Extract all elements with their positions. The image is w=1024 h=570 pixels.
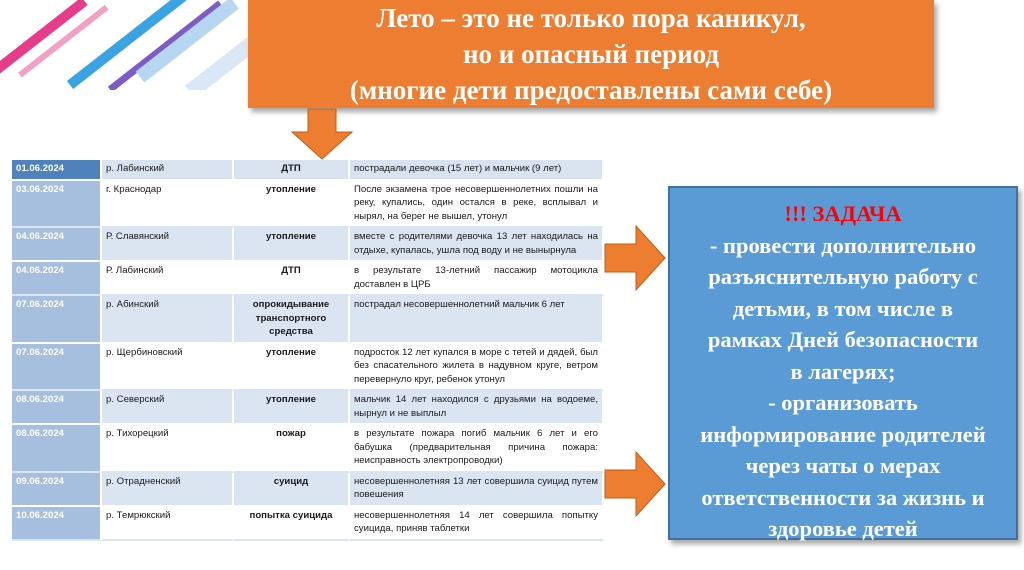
incident-type: попытка суицида [234,507,350,541]
incident-type: суицид [234,473,350,507]
incident-date: 04.06.2024 [12,262,102,296]
task-box [668,186,1018,540]
task-line: ответственности за жизнь и [701,484,985,510]
incident-description: в результате пожара погиб мальчик 6 лет и его бабушка (предварительная причина пожара: неисправность электропроводки) [350,425,604,473]
table-row [12,181,604,229]
incident-date: 07.06.2024 [12,344,102,392]
incident-district: р. Северский [102,391,234,425]
table-row [12,296,604,344]
task-line: в лагерях; [790,358,896,384]
incident-description: подросток 12 лет купался в море с тетей и дядей, был без спасательного жилета в надувном круге, ветром перевернуло круг, ребенок утонул [350,344,604,392]
incident-description: в результате 13-летний пассажир мотоцикла доставлен в ЦРБ [350,262,604,296]
incident-district: р. Лабинский [102,160,234,181]
down-arrow-icon [290,108,354,160]
title-line-3: (многие дети предоставлены сами себе) [349,75,833,105]
task-line: детьми, в том числе в [732,295,954,321]
incident-date: 08.06.2024 [12,425,102,473]
incident-date: 10.06.2024 [12,507,102,541]
incident-type: утопление [234,181,350,229]
right-arrow-icon [604,224,666,292]
incident-description: пострадали девочка (15 лет) и мальчик (9 лет) [350,160,604,181]
incidents-table [12,160,604,541]
incident-district: Р. Славянский [102,228,234,262]
right-arrow-icon [604,450,666,518]
incident-description: После экзамена трое несовершеннолетних пошли на реку, купались, один остался в реке, всплывал и нырял, на берег не вышел, утонул [350,181,604,229]
task-line: здоровье детей [768,516,918,541]
incident-district: р. Темрюкский [102,507,234,541]
incident-type: утопление [234,391,350,425]
title-line-1: Лето – это не только пора каникул, [376,3,806,33]
table-row [12,473,604,507]
incident-district: г. Краснодар [102,181,234,229]
incident-type: пожар [234,425,350,473]
incident-type: ДТП [234,160,350,181]
incident-description: вместе с родителями девочка 13 лет находилась на отдыхе, купалась, ушла под воду и не вынырнула [350,228,604,262]
incident-district: р. Щербиновский [102,344,234,392]
task-line: разъяснительную работу с [708,264,978,289]
incident-district: Р. Лабинский [102,262,234,296]
incident-date: 08.06.2024 [12,391,102,425]
table-row [12,228,604,262]
task-line: - провести дополнительно [709,232,977,258]
table-row [12,344,604,392]
incident-district: р. Отрадненский [102,473,234,507]
incident-type: ДТП [234,262,350,296]
table-row [12,425,604,473]
decorative-stripes [0,0,250,90]
incident-description: несовершеннолетняя 13 лет совершила суицид путем повешения [350,473,604,507]
incident-type: опрокидывание транспортного средства [234,296,350,344]
table-row [12,391,604,425]
incident-date: 09.06.2024 [12,473,102,507]
table-row [12,160,604,181]
incident-type: утопление [234,228,350,262]
incident-date: 07.06.2024 [12,296,102,344]
table-row [12,262,604,296]
task-line: информирование родителей [700,421,986,447]
title-banner [248,0,934,108]
incident-date: 04.06.2024 [12,228,102,262]
incident-description: пострадал несовершеннолетний мальчик 6 лет [350,296,604,344]
incident-description: мальчик 14 лет находился с друзьями на водоеме, нырнул и не выплыл [350,391,604,425]
task-line: через чаты о мерах [745,453,941,478]
incident-district: р. Тихорецкий [102,425,234,473]
incident-description: несовершеннолетняя 14 лет совершила попытку суицида, приняв таблетки [350,507,604,541]
title-line-2: но и опасный период [462,39,720,69]
task-line: - организовать [768,390,918,415]
incident-date: 03.06.2024 [12,181,102,229]
table-row [12,507,604,541]
incident-district: р. Абинский [102,296,234,344]
task-title: !!! ЗАДАЧА [784,201,902,226]
incident-date: 01.06.2024 [12,160,102,181]
incident-type: утопление [234,344,350,392]
task-line: рамках Дней безопасности [707,327,979,352]
